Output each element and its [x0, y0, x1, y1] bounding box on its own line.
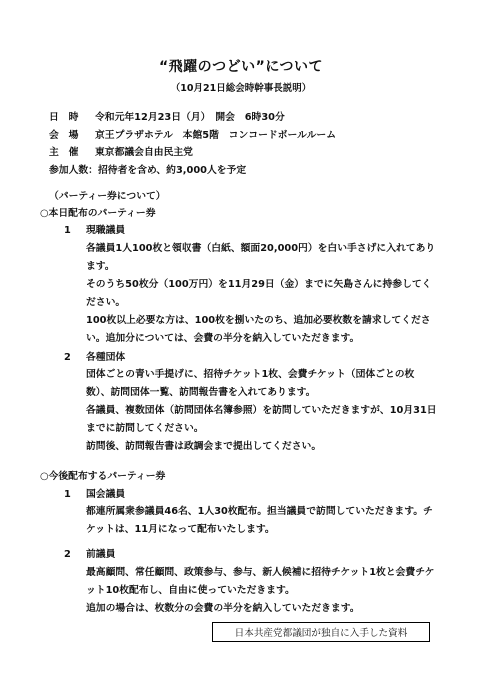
- future-item2-para1: 最高顧問、常任顧問、政策参与、参与、新人候補に招待チケット1枚と会費チケット10枚配布し、自由に使っていただきます。: [86, 567, 435, 596]
- future-item2-title: 前議員: [86, 549, 116, 560]
- venue-label: 会 場: [49, 129, 79, 141]
- future-item2-number: 2: [64, 549, 71, 560]
- document-subtitle: （10月21日総会時幹事長説明）: [170, 83, 312, 94]
- host-row: [49, 144, 336, 162]
- today-item1-number: 1: [64, 225, 71, 236]
- venue-value: 京王プラザホテル 本館5階 コンコードボールルーム: [95, 129, 337, 141]
- attendance-value: 招待者を含め、約3,000人を予定: [97, 164, 247, 176]
- future-item1-title: 国会議員: [86, 489, 126, 500]
- attendance-row: [49, 162, 336, 180]
- today-item1-para2: そのうち50枚分（100万円）を11月29日（金）までに矢島さんに持参してください。: [86, 279, 432, 308]
- today-item2-para2: 各議員、複数団体（訪問団体名簿参照）を訪問していただきますが、10月31日までに訪問してください。: [86, 405, 437, 434]
- host-value: 東京都議会自由民主党: [95, 147, 193, 158]
- today-item2-title: 各種団体: [86, 352, 126, 363]
- date-value: 令和元年12月23日（月） 開会 6時30分: [95, 112, 285, 123]
- date-label: 日 時: [49, 112, 79, 123]
- event-info: [49, 109, 336, 179]
- section-today-heading: ○本日配布のパーティー券: [40, 208, 156, 219]
- future-item2-para2: 追加の場合は、枚数分の会費の半分を納入していただきます。: [86, 603, 360, 614]
- today-item1-para1: 各議員1人100枚と領収書（白紙、額面20,000円）を白い手さげに入れてあります。: [86, 243, 436, 272]
- section-future-heading: ○今後配布するパーティー券: [40, 471, 166, 482]
- venue-row: [49, 127, 336, 145]
- host-label: 主 催: [49, 147, 79, 158]
- document-title: “飛躍のつどい”について: [158, 59, 324, 75]
- today-item2-number: 2: [64, 352, 71, 363]
- future-item1-number: 1: [64, 489, 71, 500]
- tickets-heading: （パーティー券について）: [49, 191, 166, 202]
- future-item1-para1: 都連所属衆参議員46名、1人30枚配布。担当議員で訪問していただきます。チケットは、11月になって配布いたします。: [86, 506, 433, 535]
- date-row: [49, 109, 336, 127]
- today-item1-para3: 100枚以上必要な方は、100枚を捌いたのち、追加必要枚数を請求してください。追加分については、会費の半分を納入していただきます。: [86, 315, 431, 344]
- today-item2-para1: 団体ごとの青い手提げに、招待チケット1枚、会費チケット（団体ごとの枚数）、訪問団体一覧、訪問報告書を入れてあります。: [86, 369, 415, 398]
- today-item1-title: 現職議員: [86, 225, 126, 236]
- attendance-label: 参加人数：: [49, 164, 98, 176]
- source-notice: 日本共産党都議団が独自に入手した資料: [212, 622, 430, 642]
- today-item2-para3: 訪問後、訪問報告書は政調会まで提出してください。: [86, 441, 322, 452]
